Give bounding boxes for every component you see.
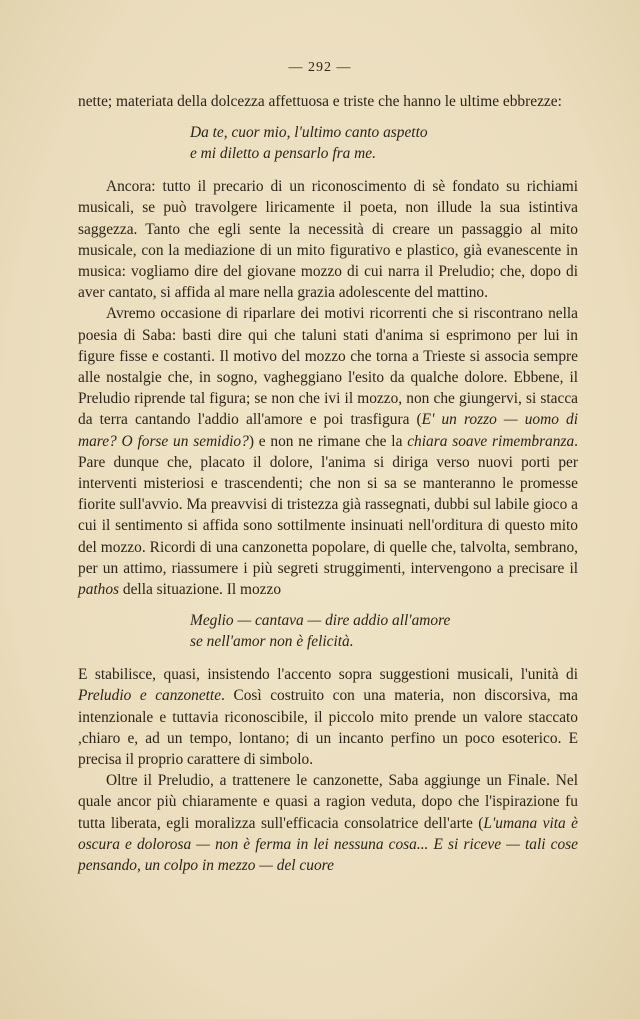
page-number: — 292 — <box>288 60 352 75</box>
text-run: Avremo occasione di riparlare dei motivi ricorrenti che si riscontrano nella poesia di Saba: basti dire qui che taluni stati d'anima si esprimono per lui in figure fisse e costanti. Il motivo del mozzo che torna a Trieste si associa sempre alle nostalgie che, in sogno, vagheggiano l'esito da qualche dolore. Ebbene, il Preludio riprende tal figura; se non che ivi il mozzo, non che giungervi, si stacca da terra cantando l'addio all'amore e poi trasfigura ( <box>78 305 578 429</box>
paragraph-4 <box>78 664 578 770</box>
verse-line: Meglio — cantava — dire addio all'amore <box>190 612 451 630</box>
verse-line: e mi diletto a pensarlo fra me. <box>190 145 376 163</box>
italic-word: pathos <box>78 581 120 599</box>
paragraph-2: Ancora: tutto il precario di un riconoscimento di sè fondato su richiami musicali, se può travolgere liricamente il poeta, non illude la sua istintiva saggezza. Tanto che egli sente la necessità di creare un passaggio al mito musicale, con la mediazione di un mito figurativo e plastico, già evanescente in musica: vogliamo dire del giovane mozzo di cui narra il Preludio; che, dopo di aver cantato, si affida al mare nella grazia adolescente del mattino. <box>78 178 578 302</box>
italic-quote: chiara soave rimembranza <box>407 432 575 450</box>
italic-quote: L'umana vita è oscura e dolorosa — non è ferma in lei nessuna cosa... E si riceve — tali cose pensando, un colpo in mezzo — del cuore <box>78 814 579 875</box>
verse-quote-2 <box>78 610 578 652</box>
text-run: E stabilisce, quasi, insistendo l'accento sopra suggestioni musicali, l'unità di <box>78 666 578 684</box>
verse-quote-1 <box>78 122 578 164</box>
text-run: ) e non ne rimane che la <box>248 432 408 450</box>
text-run: della situazione. Il mozzo <box>119 581 282 599</box>
text-run: Oltre il Preludio, a trattenere le canzonette, Saba aggiunge un Finale. Nel quale ancor più chiaramente e quasi a ragion veduta, dopo che l'ispirazione fu tutta liberata, egli moralizza sull'efficacia consolatrice dell'arte ( <box>78 772 578 832</box>
verse-line: se nell'amor non è felicità. <box>190 633 354 651</box>
paragraph-5 <box>78 770 578 876</box>
text-run: . Così costruito con una materia, non discorsiva, ma intenzionale e tuttavia riconoscibile, il piccolo mito prende un valore staccato ,chiaro e, ad un tempo, lontano; di un incanto perfino un poco esoterico. E precisa il proprio carattere di simbolo. <box>78 687 578 769</box>
paragraph-3 <box>78 303 578 600</box>
paragraph-1: nette; materiata della dolcezza affettuosa e triste che hanno le ultime ebbrezze: <box>78 93 562 110</box>
verse-line: Da te, cuor mio, l'ultimo canto aspetto <box>190 124 428 142</box>
text-run: . Pare dunque che, placato il dolore, l'anima si diriga verso nuovi porti per interventi misteriosi e trascendenti; che non si sa se manteranno le promesse fiorite sull'avvio. Ma preavvisi di tristezza già rassegnati, dubbi sul labile gioco a cui il sentimento si affida sono sottilmente insinuati nell'orditura di questo mito del mozzo. Ricordi di una canzonetta popolare, di quelle che, talvolta, sembrano, per un attimo, riassumere i più segreti struggimenti, intervengono a precisare il <box>78 432 578 577</box>
italic-quote: E' un rozzo — uomo di mare? O forse un semidio? <box>78 411 578 450</box>
page-body <box>78 91 578 876</box>
italic-title: Preludio e canzonette <box>78 687 222 705</box>
